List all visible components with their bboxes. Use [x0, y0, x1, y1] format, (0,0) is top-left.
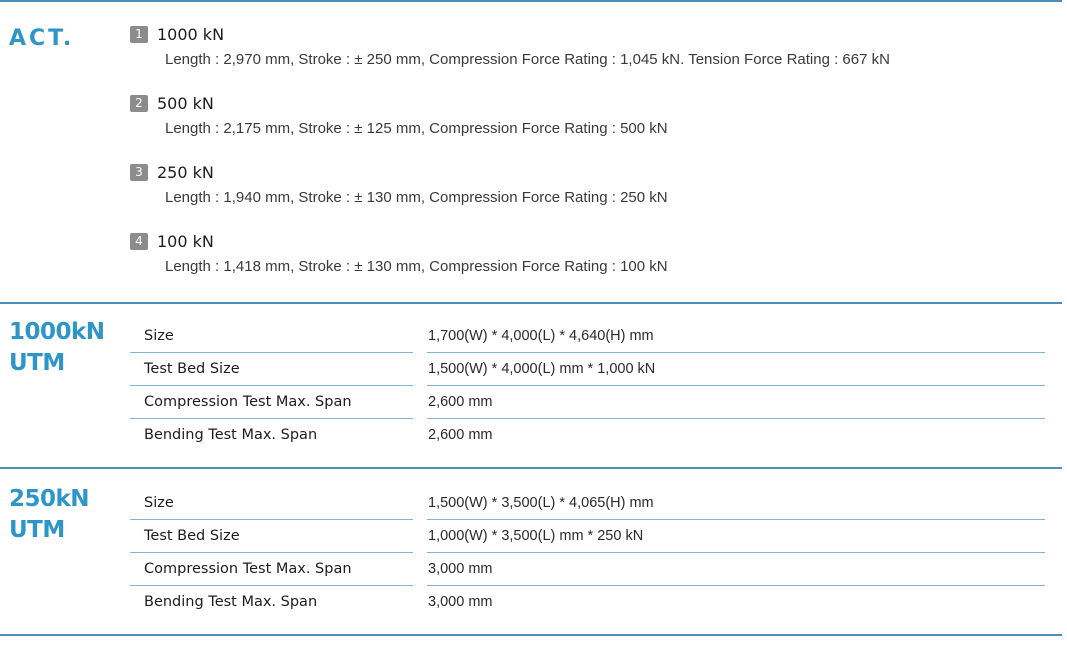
act-item-description: Length : 2,175 mm, Stroke : ± 125 mm, Compression Force Rating : 500 kN — [165, 120, 668, 137]
table-row — [130, 586, 1045, 619]
bottom-divider — [0, 634, 1062, 636]
act-item-1 — [130, 23, 890, 68]
act-item-4 — [130, 230, 668, 275]
spec-label: Bending Test Max. Span — [144, 427, 318, 443]
spec-value: 3,000 mm — [428, 594, 493, 610]
spec-label: Compression Test Max. Span — [130, 386, 413, 419]
number-badge: 4 — [130, 233, 148, 250]
act-item-name: 500 kN — [157, 93, 214, 113]
act-item-name: 250 kN — [157, 162, 214, 182]
utm-title-line: UTM — [9, 517, 65, 543]
act-item-description: Length : 2,970 mm, Stroke : ± 250 mm, Compression Force Rating : 1,045 kN. Tension Force Rating : 667 kN — [165, 51, 890, 68]
table-row — [130, 419, 1045, 452]
act-item-name: 1000 kN — [157, 24, 225, 44]
section-divider — [0, 467, 1062, 469]
spec-label: Test Bed Size — [130, 520, 413, 553]
spec-label: Size — [130, 487, 413, 520]
spec-value: 3,000 mm — [427, 553, 1045, 586]
table-row — [130, 487, 1045, 520]
spec-label: Test Bed Size — [130, 353, 413, 386]
utm-title-line: UTM — [9, 350, 65, 376]
table-row — [130, 386, 1045, 419]
utm-250-title — [9, 484, 89, 546]
spec-label: Compression Test Max. Span — [130, 553, 413, 586]
utm-1000-spec-table — [130, 320, 1045, 452]
utm-title-line: 1000kN — [9, 319, 105, 345]
spec-label: Size — [130, 320, 413, 353]
act-item-2 — [130, 92, 668, 137]
top-divider — [0, 0, 1062, 2]
utm-250-spec-table — [130, 487, 1045, 619]
number-badge: 3 — [130, 164, 148, 181]
spec-value: 1,500(W) * 3,500(L) * 4,065(H) mm — [427, 487, 1045, 520]
act-item-name: 100 kN — [157, 231, 214, 251]
spec-value: 1,700(W) * 4,000(L) * 4,640(H) mm — [427, 320, 1045, 353]
section-divider — [0, 302, 1062, 304]
utm-title-line: 250kN — [9, 486, 90, 512]
spec-value: 1,500(W) * 4,000(L) mm * 1,000 kN — [427, 353, 1045, 386]
spec-label: Bending Test Max. Span — [144, 594, 318, 610]
number-badge: 2 — [130, 95, 148, 112]
act-section-title: ACT. — [9, 26, 75, 51]
table-row — [130, 520, 1045, 553]
table-row — [130, 320, 1045, 353]
spec-value: 2,600 mm — [427, 386, 1045, 419]
act-item-description: Length : 1,940 mm, Stroke : ± 130 mm, Compression Force Rating : 250 kN — [165, 189, 668, 206]
act-item-description: Length : 1,418 mm, Stroke : ± 130 mm, Compression Force Rating : 100 kN — [165, 258, 668, 275]
spec-value: 2,600 mm — [428, 427, 493, 443]
act-item-3 — [130, 161, 668, 206]
spec-value: 1,000(W) * 3,500(L) mm * 250 kN — [427, 520, 1045, 553]
utm-1000-title — [9, 317, 105, 379]
table-row — [130, 553, 1045, 586]
number-badge: 1 — [130, 26, 148, 43]
table-row — [130, 353, 1045, 386]
